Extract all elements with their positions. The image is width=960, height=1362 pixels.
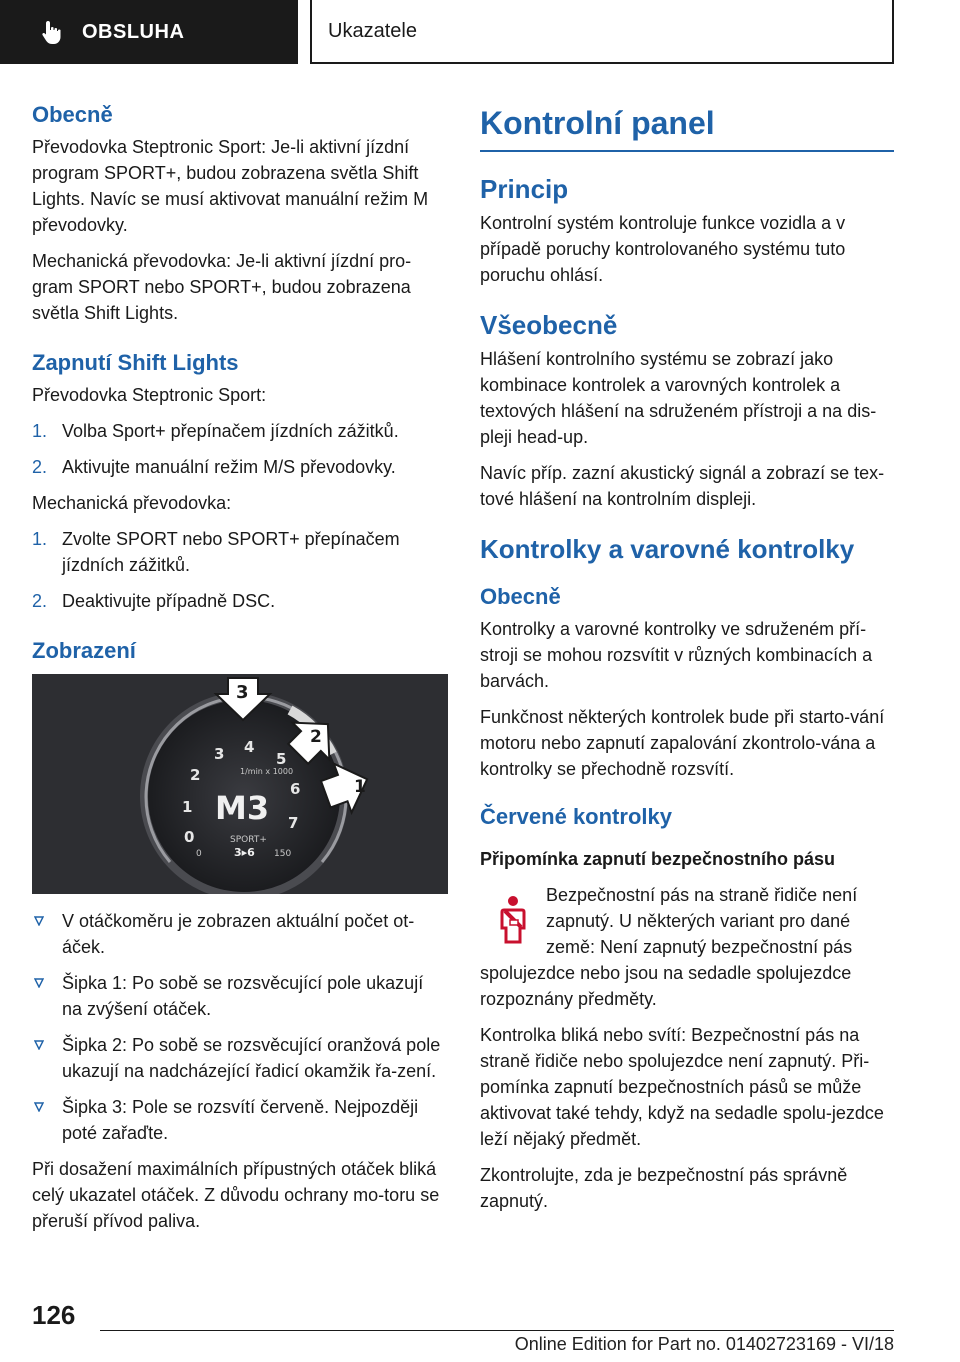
tick-label: 3 bbox=[214, 745, 225, 763]
rpm-unit-label: 1/min x 1000 bbox=[240, 767, 294, 776]
list-item bbox=[32, 418, 448, 444]
triangle-bullet-icon bbox=[34, 1040, 44, 1050]
paragraph: Hlášení kontrolního systému se zobrazí jako kombinace kontrolek a varovných kontrolek a textových hlášení na sdruženém přístroji a na dis-pleji head-up. bbox=[480, 349, 877, 447]
paragraph: Kontrolky a varovné kontrolky ve sdruženém pří-stroji se mohou rozsvítit v různých kombinacích a barvách. bbox=[480, 619, 873, 691]
heading-vseobecne: Všeobecně bbox=[480, 310, 618, 340]
list-number: 2. bbox=[32, 457, 48, 477]
arrow-3-number: 3 bbox=[236, 682, 249, 703]
triangle-bullet-icon bbox=[34, 978, 44, 988]
heading-obecne: Obecně bbox=[32, 102, 113, 127]
seatbelt-warning-icon bbox=[492, 894, 530, 944]
paragraph: spolujezdce nebo jsou na sedadle spolujezdce rozpoznány předměty. bbox=[480, 963, 852, 1009]
numbered-list bbox=[32, 418, 448, 480]
tick-label: 7 bbox=[288, 814, 299, 832]
list-item bbox=[32, 526, 448, 578]
chapter-tab bbox=[0, 0, 298, 64]
tick-label: 0 bbox=[184, 828, 195, 846]
arrow-1-number: 1 bbox=[354, 777, 366, 797]
heading-cervene-kontrolky: Červené kontrolky bbox=[480, 804, 672, 829]
heading-pripominka-pasu: Připomínka zapnutí bezpečnostního pásu bbox=[480, 849, 836, 869]
paragraph: Kontrolka bliká nebo svítí: Bezpečnostní pás na straně řidiče nebo spolujezdce není zapnutý. Při-pomínka zapnutí bezpečnostních pásů se může aktivovat také tehdy, když na sedadle spolu-jezdce leží nějaký předmět. bbox=[480, 1025, 884, 1149]
list-item bbox=[32, 1032, 448, 1084]
tachometer-illustration bbox=[32, 674, 448, 894]
list-item bbox=[32, 970, 448, 1022]
list-item-text: Šipka 3: Pole se rozsvítí červeně. Nejpozději poté zařaďte. bbox=[62, 1097, 419, 1143]
tick-label: 6 bbox=[290, 780, 301, 798]
list-item bbox=[32, 454, 448, 480]
gear-indicator: M3 bbox=[215, 789, 270, 827]
drive-mode-label: SPORT+ bbox=[230, 835, 267, 845]
paragraph: Funkčnost některých kontrolek bude při starto-vání motoru nebo zapnutí zapalování zkontrolo-vána a kontrolky se přechodně rozsvítí. bbox=[480, 707, 885, 779]
tachometer-figure bbox=[32, 674, 448, 894]
list-item-text: Aktivujte manuální režim M/S převodovky. bbox=[62, 457, 396, 477]
list-item-text: Šipka 1: Po sobě se rozsvěcující pole ukazují na zvýšení otáček. bbox=[62, 973, 424, 1019]
list-item-text: Zvolte SPORT nebo SPORT+ přepínačem jízdních zážitků. bbox=[62, 529, 400, 575]
list-item-text: Volba Sport+ přepínačem jízdních zážitků. bbox=[62, 421, 399, 441]
section-header bbox=[310, 0, 894, 64]
list-item-text: Šipka 2: Po sobě se rozsvěcující oranžová pole ukazují na nadcházející řadicí okamžik řa-zení. bbox=[62, 1035, 441, 1081]
heading-zobrazeni: Zobrazení bbox=[32, 638, 136, 663]
list-number: 1. bbox=[32, 421, 48, 441]
tick-label: 4 bbox=[244, 738, 255, 756]
seatbelt-warning-block bbox=[480, 882, 894, 1012]
page-number: 126 bbox=[32, 1300, 76, 1330]
chapter-label: OBSLUHA bbox=[82, 20, 185, 43]
section-label: Ukazatele bbox=[328, 19, 417, 42]
paragraph: Při dosažení maximálních přípustných otáček bliká celý ukazatel otáček. Z důvodu ochrany mo-toru se přeruší přívod paliva. bbox=[32, 1159, 440, 1231]
paragraph: Převodovka Steptronic Sport: bbox=[32, 385, 267, 405]
speed-max-label: 150 bbox=[274, 849, 292, 859]
paragraph: Převodovka Steptronic Sport: Je-li aktivní jízdní program SPORT+, budou zobrazena světla Shift Lights. Navíc se musí aktivovat manuální režim M převodovky. bbox=[32, 137, 429, 235]
heading-princip: Princip bbox=[480, 174, 569, 204]
paragraph-indented: Bezpečnostní pás na straně řidiče není zapnutý. U některých variant pro dané země: Není zapnutý bezpečnostní pás bbox=[546, 885, 858, 957]
list-item-text: V otáčkoměru je zobrazen aktuální počet ot-áček. bbox=[62, 911, 415, 957]
heading-divider bbox=[480, 150, 894, 152]
paragraph: Mechanická převodovka: bbox=[32, 493, 232, 513]
list-number: 1. bbox=[32, 529, 48, 549]
list-item bbox=[32, 908, 448, 960]
numbered-list bbox=[32, 526, 448, 614]
heading-kontrolky: Kontrolky a varovné kontrolky bbox=[480, 534, 855, 564]
list-item bbox=[32, 588, 448, 614]
edition-note: Online Edition for Part no. 01402723169 - VI/18 bbox=[514, 1334, 894, 1354]
list-item-text: Deaktivujte případně DSC. bbox=[62, 591, 276, 611]
paragraph: Kontrolní systém kontroluje funkce vozidla a v případě poruchy kontrolovaného systému tuto poruchu ohlásí. bbox=[480, 213, 846, 285]
bullet-list bbox=[32, 908, 448, 1146]
hand-pointer-icon bbox=[38, 18, 66, 46]
heading-zapnuti-shift-lights: Zapnutí Shift Lights bbox=[32, 350, 239, 375]
gear-strip: 3▸6 bbox=[234, 846, 255, 859]
paragraph: Mechanická převodovka: Je-li aktivní jízdní pro-gram SPORT nebo SPORT+, budou zobrazena světla Shift Lights. bbox=[32, 251, 412, 323]
tick-label: 5 bbox=[276, 750, 287, 768]
left-column bbox=[32, 100, 448, 1244]
list-number: 2. bbox=[32, 591, 48, 611]
arrow-2-number: 2 bbox=[310, 727, 322, 747]
right-column bbox=[480, 100, 894, 1224]
footer-divider bbox=[100, 1330, 894, 1331]
paragraph: Navíc příp. zazní akustický signál a zobrazí se tex-tové hlášení na kontrolním displeji. bbox=[480, 463, 885, 509]
heading-obecne: Obecně bbox=[480, 584, 561, 609]
tick-label: 2 bbox=[190, 766, 201, 784]
triangle-bullet-icon bbox=[34, 916, 44, 926]
triangle-bullet-icon bbox=[34, 1102, 44, 1112]
list-item bbox=[32, 1094, 448, 1146]
heading-kontrolni-panel: Kontrolní panel bbox=[480, 105, 715, 141]
paragraph: Zkontrolujte, zda je bezpečnostní pás správně zapnutý. bbox=[480, 1165, 848, 1211]
tick-label: 1 bbox=[182, 798, 193, 816]
speed-min-label: 0 bbox=[196, 849, 202, 859]
